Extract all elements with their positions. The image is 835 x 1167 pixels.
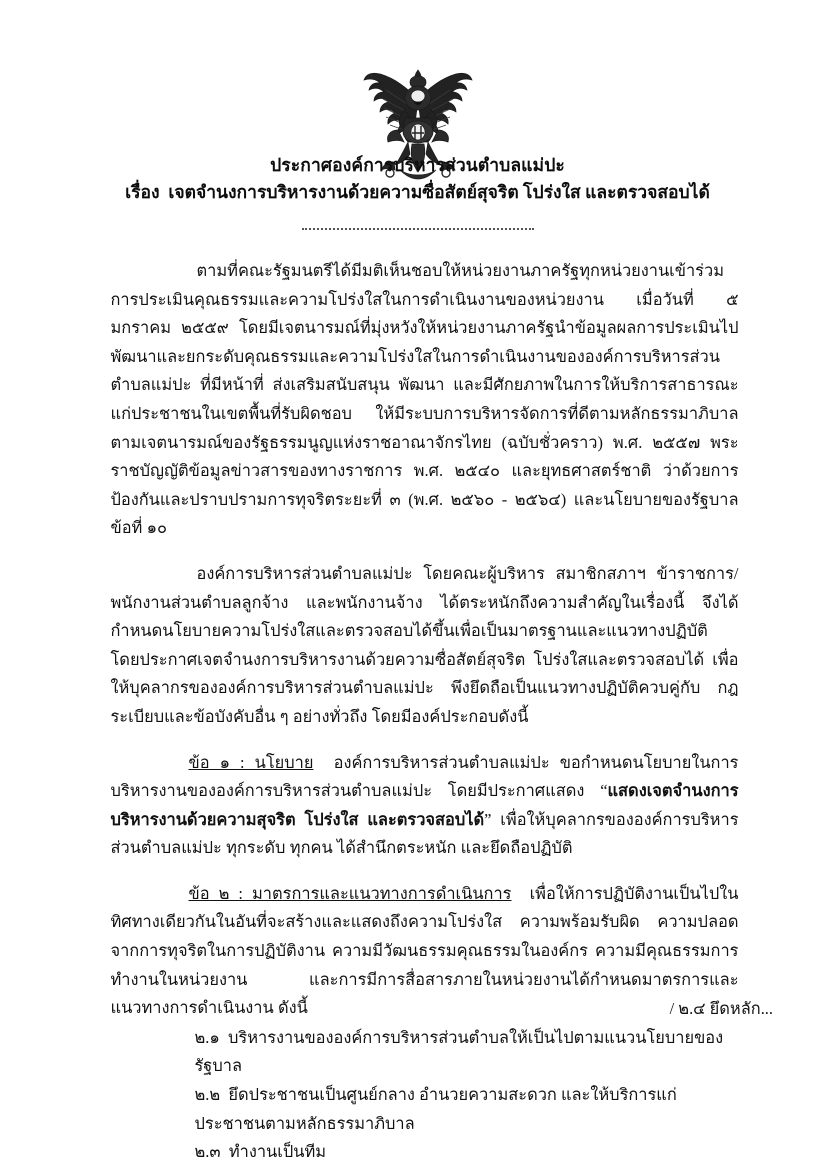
clause-2-text: เพื่อให้การปฏิบัติงานเป็นไปในทิศทางเดียวกันในอันที่จะสร้างและแสดงถึงความโปร่งใส ความพร้อมรับผิด ความปลอดจากการทุจริตในการปฏิบัติงาน ความมีวัฒนธรรมคุณธรรมในองค์กร ความมีคุณธรรมการทำงานในหน่วยงาน และการมีการสื่อสารภายในหน่วยงานได้กำหนดมาตรการและแนวทางการดำเนินงาน ดังนี้ — [110, 883, 739, 1018]
sub-item-list — [111, 1024, 739, 1167]
clause-1 — [111, 749, 739, 863]
clause-1-heading: ข้อ ๑ : นโยบาย — [188, 752, 314, 772]
paragraph-declaration-text: องค์การบริหารส่วนตำบลแม่ปะ โดยคณะผู้บริหาร สมาชิกสภาฯ ข้าราชการ/พนักงานส่วนตำบลลูกจ้าง และพนักงานจ้าง ได้ตระหนักถึงความสำคัญในเรื่องนี้ จึงได้กำหนดนโยบายความโปร่งใสและตรวจสอบได้ขึ้นเพื่อเป็นมาตรฐานและแนวทางปฏิบัติ โดยประกาศเจตจำนงการบริหารงานด้วยความซื่อสัตย์สุจริต โปร่งใสและตรวจสอบได้ เพื่อให้บุคลากรขององค์การบริหารส่วนตำบลแม่ปะ พึงยึดถือเป็นแนวทางปฏิบัติควบคู่กับ กฎระเบียบและข้อบังคับอื่น ๆ อย่างทั่วถึง โดยมีองค์ประกอบดังนี้ — [110, 563, 739, 726]
sub-item — [111, 1024, 739, 1081]
clause-1-quote: แสดงเจตจำนงการบริหารงานด้วยความสุจริต โปร่งใส และตรวจสอบได้ — [110, 781, 739, 829]
sub-item-text: บริหารงานขององค์การบริหารส่วนตำบลให้เป็นไปตามแนวนโยบายของรัฐบาล — [194, 1027, 724, 1076]
page-continuation-note: / ๒.๔ ยึดหลัก... — [669, 999, 773, 1018]
clause-2-heading: ข้อ ๒ : มาตรการและแนวทางการดำเนินการ — [188, 883, 512, 903]
sub-item — [111, 1138, 739, 1167]
subject-text: เจตจำนงการบริหารงานด้วยความซื่อสัตย์สุจริต โปร่งใส และตรวจสอบได้ — [168, 182, 710, 202]
sub-item-number: ๒.๓ — [194, 1142, 221, 1162]
sub-item — [111, 1081, 739, 1138]
document-subject — [0, 179, 835, 205]
page-title: ประกาศองค์การบริหารส่วนตำบลแม่ปะ — [270, 155, 565, 175]
document-body — [97, 257, 739, 1167]
title-block — [0, 152, 835, 230]
paragraph-declaration — [111, 560, 739, 732]
clause-1-text-before: องค์การบริหารส่วนตำบลแม่ปะ ขอกำหนดนโยบายในการบริหารงานขององค์การบริหารส่วนตำบลแม่ปะ โดยมีประกาศแสดง “ — [110, 752, 739, 801]
paragraph-intro-text: ตามที่คณะรัฐมนตรีได้มีมติเห็นชอบให้หน่วยงานภาครัฐทุกหน่วยงานเข้าร่วมการประเมินคุณธรรมและความโปร่งใสในการดำเนินงานของหน่วยงาน เมื่อวันที่ ๕ มกราคม ๒๕๕๙ โดยมีเจตนารมณ์ที่มุ่งหวังให้หน่วยงานภาครัฐนำข้อมูลผลการประเมินไปพัฒนาและยกระดับคุณธรรมและความโปร่งใสในการดำเนินงานขององค์การบริหารส่วนตำบลแม่ปะ ที่มีหน้าที่ ส่งเสริมสนับสนุน พัฒนา และมีศักยภาพในการให้บริการสาธารณะแก่ประชาชนในเขตพื้นที่รับผิดชอบ ให้มีระบบการบริหารจัดการที่ดีตามหลักธรรมาภิบาลตามเจตนารมณ์ของรัฐธรรมนูญแห่งราชอาณาจักรไทย (ฉบับชั่วคราว) พ.ศ. ๒๕๕๗ พระราชบัญญัติข้อมูลข่าวสารของทางราชการ พ.ศ. ๒๕๔๐ และยุทธศาสตร์ชาติ ว่าด้วยการป้องกันและปราบปรามการทุจริตระยะที่ ๓ (พ.ศ. ๒๕๖๐ - ๒๕๖๔) และนโยบายของรัฐบาลข้อที่ ๑๐ — [110, 261, 739, 538]
sub-item-number: ๒.๑ — [194, 1027, 220, 1047]
subject-label: เรื่อง — [125, 182, 160, 202]
dotted-divider — [302, 218, 534, 230]
emblem-container — [0, 0, 835, 150]
sub-item-text: ทำงานเป็นทีม — [228, 1142, 327, 1162]
sub-item-text: ยึดประชาชนเป็นศูนย์กลาง อำนวยความสะดวก และให้บริการแก่ประชาชนตามหลักธรรมาภิบาล — [194, 1085, 677, 1133]
clause-1-text-after: ” เพื่อให้บุคลากรขององค์การบริหารส่วนตำบลแม่ปะ ทุกระดับ ทุกคน ได้สำนึกตระหนัก และยึดถือปฏิบัติ — [110, 809, 739, 858]
paragraph-intro — [111, 257, 739, 543]
clause-2 — [111, 880, 739, 1023]
sub-item-number: ๒.๒ — [194, 1085, 221, 1105]
